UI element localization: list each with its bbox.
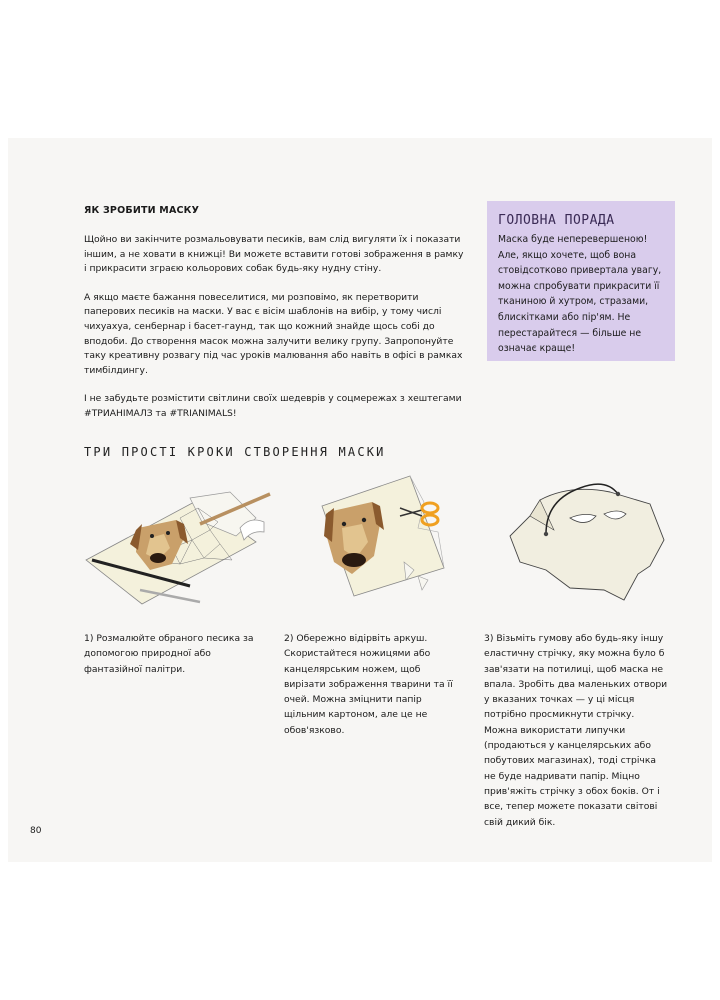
tip-title: ГОЛОВНА ПОРАДА xyxy=(498,213,615,228)
page-number: 80 xyxy=(30,826,42,836)
intro-paragraph-2: А якщо маєте бажання повеселитися, ми розповімо, як перетворити паперових песиків на маски. У вас є вісім шаблонів на вибір, у тому числі чихуахуа, сенбернар і басет-гаунд, так що кожний знайде щось собі до вподоби. До створення масок можна залучити велику групу. Запропонуйте таку креативну розвагу під час уроків малювання або навіть в офісі в рамках тимбілдингу. xyxy=(84,291,463,376)
step-text: Обережно відірвіть аркуш. Скористайтеся ножицями або канцелярським ножем, щоб вирізати зображення тварини та її очей. Можна зміцнити папір щільним картоном, але це не обов'язково. xyxy=(284,633,453,736)
cutting-illustration xyxy=(318,472,458,602)
steps-title: ТРИ ПРОСТІ КРОКИ СТВОРЕННЯ МАСКИ xyxy=(84,445,386,459)
intro-paragraph-1: Щойно ви закінчите розмальовувати песиків, вам слід вигуляти їх і показати іншим, а не ховати в книжці! Ви можете вставити готові зображення в рамку і прикрасити зграєю кольорових собак будь-яку нудну стіну. xyxy=(84,234,464,275)
step-number: 3) xyxy=(484,633,494,644)
step-text: Розмалюйте обраного песика за допомогою природної або фантазійної палітри. xyxy=(84,633,254,675)
step-2 xyxy=(284,631,456,738)
coloring-illustration xyxy=(80,478,280,608)
intro-paragraph-3: І не забудьте розмістити світлини своїх шедеврів у соцмережах з хештегами #ТРИАНІМАЛЗ та #TRIANIMALS! xyxy=(84,393,462,419)
step-3 xyxy=(484,631,669,830)
tip-box xyxy=(487,201,675,361)
step-number: 2) xyxy=(284,633,294,644)
step-1 xyxy=(84,631,259,677)
mask-illustration xyxy=(500,470,670,610)
section-heading: ЯК ЗРОБИТИ МАСКУ xyxy=(84,205,200,216)
intro-text xyxy=(84,233,464,436)
step-text: Візьміть гумову або будь-яку іншу еластичну стрічку, яку можна було б зав'язати на потилиці, щоб маска не впала. Зробіть два маленьких отвори у вказаних точках — у ці місця потрібно просмикнути стрічку. Можна використати липучки (продаються у канцелярських або побутових магазинах), тоді стрічка не буде надривати папір. Міцно прив'яжіть стрічку з обох боків. От і все, тепер можете показати світові свій дикий бік. xyxy=(484,633,668,828)
tip-text: Маска буде неперевершеною! Але, якщо хочете, щоб вона стовідсотково привертала увагу, можна спробувати прикрасити її тканиною й хутром, стразами, блискітками або пір'ям. Не перестарайтеся — більше не означає краще! xyxy=(498,234,662,355)
step-number: 1) xyxy=(84,633,94,644)
